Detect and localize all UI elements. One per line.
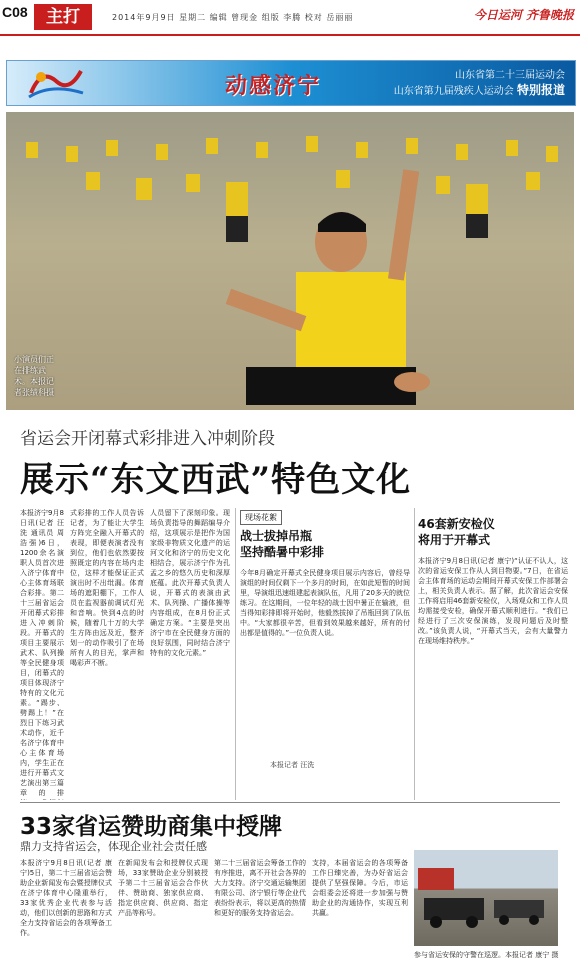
story-divider xyxy=(20,802,560,803)
sidebar-subhead-line1: 战士拔掉吊瓶 xyxy=(240,529,313,543)
games-emblem-icon xyxy=(21,63,91,103)
banner-tag: 特别报道 xyxy=(516,83,565,97)
column-divider xyxy=(414,508,415,800)
newspaper-logo: 今日运河 齐鲁晚报 xyxy=(473,8,574,22)
security-subhead-line1: 46套新安检仪 xyxy=(418,517,495,531)
security-body: 本报济宁9月8日讯(记者 康宁)“认证不认人，这次的省运安保工作从人到目物要。”7日，在省运会主体育场的运动会期间开幕式安保工作部署会上，相关负责人表示。据了解，此次省运会安保工作将启用46套新安检仪，入场观众和工作人员均需接受安检，确保开幕式顺利进行。“我们已经进行了三次安保演练，发现问题后及时整改。”该负责人说，“开幕式当天，会有大量警力在现场维持秩序。” xyxy=(418,557,568,645)
banner-subtitle xyxy=(394,69,565,99)
security-subhead xyxy=(418,516,495,548)
patrol-scene xyxy=(414,850,558,946)
article1-col2: 式彩排的工作人员告诉记者，为了能让大学生方阵完全融入开幕式的表现，即便表演者没有到位，他们也依然要按照既定的内容在场内走位，这样才能保证正式演出时不出纰漏。体育场的遮阳棚下，工作人员在监视器前调试灯光和音响。快到4点的时候，随着几十万的大学生方阵由远及近，整齐划一的动作吸引了在场所有人的目光，掌声和喝彩声不断。 xyxy=(70,509,144,667)
banner-subtitle-line1: 山东省第二十三届运动会 xyxy=(455,70,565,81)
patrol-photo-caption: 参与省运安保的守警在巡逻。本报记者 康宁 摄 xyxy=(414,951,559,959)
section-label: 主打 xyxy=(34,4,92,30)
photo-caption: 小演员们正在排练武术。本报记者张绩科摄 xyxy=(14,355,54,397)
sidebar-byline: 本报记者 汪洗 xyxy=(270,761,315,769)
story2-col1: 本报济宁9月8日讯(记者 康宁)5日，第二十三届省运会赞助企业新闻发布会暨授牌仪式在济宁体育中心隆重举行，33家优秀企业代表参与活动，他们以创新的思路和方式全力支持省运会的各项筹备工作。 xyxy=(20,859,112,937)
story2-headline: 33家省运赞助商集中授牌 xyxy=(20,814,283,840)
story2-col4: 支持，本届省运会的各项筹备工作日臻完善，为办好省运会提供了坚强保障。今后，市运会组委会还将进一步加强与赞助企业的沟通协作，实现互利共赢。 xyxy=(312,859,408,917)
sidebar-subhead-line2: 坚持酷暑中彩排 xyxy=(240,545,325,559)
banner-title: 动感济宁 xyxy=(225,73,322,99)
sidebar-label: 现场花絮 xyxy=(240,510,282,525)
article1-col3: 人员留下了深刻印象。现场负责指导的舞蹈编导介绍，这项展示是把作为国家级非物质文化遗产的运河文化和济宁的历史文化相结合，展示济宁作为孔孟之乡的悠久历史和深厚底蕴。此次开幕式负责人说，开幕式的表演由武术、队列操、广播体操等内容组成，在8月份正式确定方案。“主要是突出济宁市在全民健身方面的良好氛围，同时结合济宁特有的文化元素。” xyxy=(150,509,230,657)
story2-col2: 在新闻发布会和授牌仪式现场，33家赞助企业分别被授予第二十三届省运会合作伙伴、赞助商、独家供应商、指定供应商、供应商、指定产品等称号。 xyxy=(118,859,208,917)
header-meta: 2014年9月9日 星期二 编辑 曾现金 组版 李腾 校对 岳丽丽 xyxy=(112,13,354,22)
main-photo xyxy=(6,112,574,410)
games-banner xyxy=(6,60,576,106)
patrol-photo xyxy=(414,850,558,946)
banner-subtitle-line2 xyxy=(394,83,565,99)
story2-deck: 鼎力支持省运会，体现企业社会责任感 xyxy=(20,840,207,853)
sidebar-body: 今年8月确定开幕式全民健身项目展示内容后，曾经导演组的时间仅剩下一个多月的时间，在如此短暂的时间里，导演组迅速组建起表演队伍，凡用了20多天的就位练习。在这期间，一位年轻的战士因中暑正在输液，但当得知彩排即将开始时，他毅然拔掉了吊瓶回到了队伍中。“大家都很辛苦，但看到效果越来越好，所有的付出都是值得的。”一位负责人说。 xyxy=(240,569,410,637)
security-subhead-line2: 将用于开幕式 xyxy=(418,533,491,547)
article-headline: 展示“东文西武”特色文化 xyxy=(20,460,412,500)
article-kicker: 省运会开闭幕式彩排进入冲刺阶段 xyxy=(20,429,275,449)
column-divider xyxy=(235,508,236,800)
article1-col1: 本报济宁9月8日讯(记者 汪洗 通讯员 周浩强)6日，1200余名演职人员首次进入济宁体育中心主体育场联合彩排。第二十三届省运会开闭幕式彩排进入冲刺阶段。开幕式的项目主要展示武术、队列操等全民健身项目，闭幕式的项目体现济宁特有的文化元素。“踢步、劈踢上！”在烈日下练习武术动作，近千名济宁体育中心主体育场内，学生正在进行开幕式文艺演出第三篇章的排 xyxy=(20,509,64,797)
banner-subtitle-line2-text: 山东省第九届残疾人运动会 xyxy=(393,86,514,97)
martial-arts-scene xyxy=(6,112,574,410)
page-number: C08 xyxy=(2,4,28,20)
sidebar-subhead xyxy=(240,528,324,560)
page-header xyxy=(0,0,580,36)
story2-col3: 第二十三届省运会筹备工作的有序推进，离不开社会各界的大力支持。济宁交通运输集团有限公司、济宁银行等企业代表纷纷表示，将以更高的热情和更好的服务支持省运会。 xyxy=(214,859,306,917)
